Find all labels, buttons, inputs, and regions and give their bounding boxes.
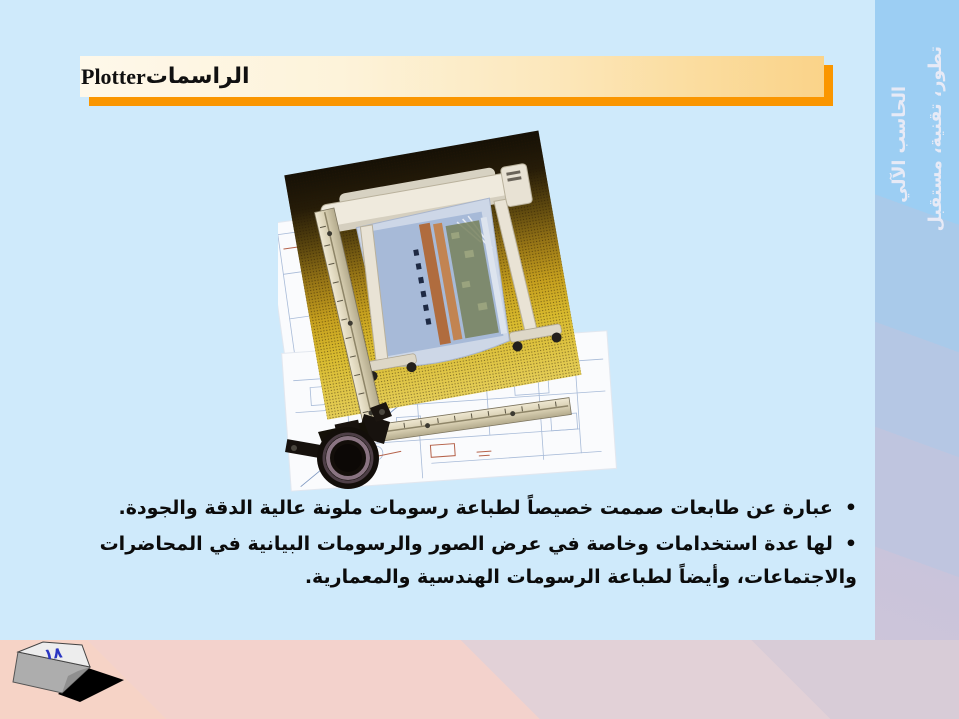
title-english: Plotter bbox=[81, 63, 146, 89]
keycap-icon bbox=[8, 634, 136, 718]
plotter-photo-collage bbox=[278, 126, 618, 494]
list-item bbox=[88, 528, 857, 594]
title-arabic: الراسمات bbox=[145, 64, 250, 89]
bullet-text: عبارة عن طابعات صممت خصيصاً لطباعة رسومات ملونة عالية الدقة والجودة. bbox=[118, 497, 833, 519]
bullet-icon: • bbox=[844, 497, 857, 519]
sidebar-line-2: تطور، تقنية، مستقبل bbox=[926, 46, 946, 232]
page-number: ١٨ bbox=[42, 643, 64, 664]
list-item bbox=[88, 492, 857, 525]
page-number-key bbox=[8, 634, 136, 718]
background-gradient-bottom bbox=[0, 640, 959, 719]
bullet-text-continuation: والاجتماعات، وأيضاً لطباعة الرسومات الهندسية والمعمارية. bbox=[304, 566, 857, 588]
bullet-text: لها عدة استخدامات وخاصة في عرض الصور والرسومات البيانية في المحاضرات bbox=[99, 533, 833, 555]
bullet-icon: • bbox=[844, 533, 857, 555]
bullet-list bbox=[88, 492, 857, 597]
slide-title-bar bbox=[80, 56, 824, 97]
sidebar-line-1: الحاسب الآلي bbox=[890, 86, 910, 203]
sidebar-vertical-text bbox=[882, 46, 954, 291]
